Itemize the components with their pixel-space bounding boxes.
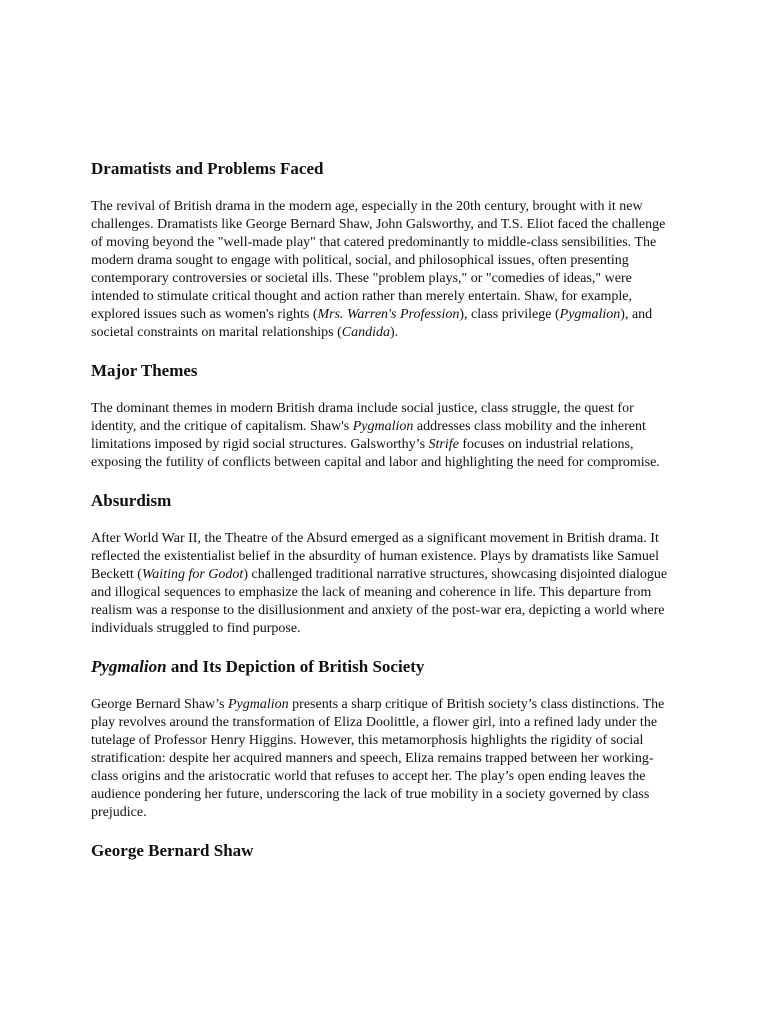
text-run: The dominant themes in modern British drama include social justice, class struggle, the quest for identity, and the critique of capitalism. Shaw's [91,401,634,434]
text-run: ) challenged traditional narrative structures, showcasing disjointed dialogue and illogical sequences to emphasize the lack of meaning and coherence in life. This departure from realism was a response to the disillusionment and anxiety of the post-war era, depicting a world where individuals struggled to find purpose. [91,567,668,636]
text-run: ), and societal constraints on marital relationships ( [91,307,653,340]
section-paragraph-pygmalion [91,696,679,822]
heading-italic-run: Pygmalion [91,657,167,676]
text-run-italic: Pygmalion [352,419,414,434]
section-paragraph-dramatists [91,198,679,342]
text-run: focuses on industrial relations, exposing the futility of conflicts between capital and labor and highlighting the need for compromise. [91,437,660,470]
section-heading-pygmalion [91,656,679,678]
text-run: After World War II, the Theatre of the Absurd emerged as a significant movement in British drama. It reflected the existentialist belief in the absurdity of human existence. Plays by dramatists like Samuel Beckett ( [91,531,660,582]
text-run-italic: Pygmalion [228,697,289,712]
text-run-italic: Waiting for Godot [141,567,244,582]
text-run: presents a sharp critique of British society’s class distinctions. The play revolves around the transformation of Eliza Doolittle, a flower girl, into a refined lady under the tutelage of Professor Henry Higgins. However, this metamorphosis highlights the rigidity of social stratification: despite her acquired manners and speech, Eliza remains trapped between her working-class origins and the aristocratic world that refuses to accept her. The play’s open ending leaves the audience pondering her future, underscoring the lack of true mobility in a society governed by class prejudice. [91,697,665,820]
heading-run: and Its Depiction of British Society [166,657,425,676]
text-run: ), class privilege ( [459,307,560,322]
section-heading-dramatists: Dramatists and Problems Faced [91,159,324,178]
section-heading-shaw: George Bernard Shaw [91,841,254,860]
section-paragraph-major-themes [91,400,679,472]
text-run: addresses class mobility and the inherent limitations imposed by rigid social structures. Galsworthy’s [91,419,646,452]
section-heading-absurdism: Absurdism [91,491,172,510]
text-run: ). [390,325,399,340]
text-run-italic: Pygmalion [559,307,621,322]
section-heading-major-themes: Major Themes [91,361,198,380]
text-run-italic: Strife [428,437,459,452]
text-run: The revival of British drama in the modern age, especially in the 20th century, brought with it new challenges. Dramatists like George Bernard Shaw, John Galsworthy, and T.S. Eliot faced the challenge of moving beyond the "well-made play" that catered predominantly to middle-class sensibilities. The modern drama sought to engage with political, social, and philosophical issues, often presenting contemporary controversies or societal ills. These "problem plays," or "comedies of ideas," were intended to stimulate critical thought and action rather than merely entertain. Shaw, for example, explored issues such as women's rights ( [91,199,666,322]
text-run: George Bernard Shaw’s [91,697,228,712]
section-paragraph-absurdism [91,530,679,638]
document-body [91,158,679,862]
text-run-italic: Candida [341,325,391,340]
text-run-italic: Mrs. Warren's Profession [317,307,460,322]
